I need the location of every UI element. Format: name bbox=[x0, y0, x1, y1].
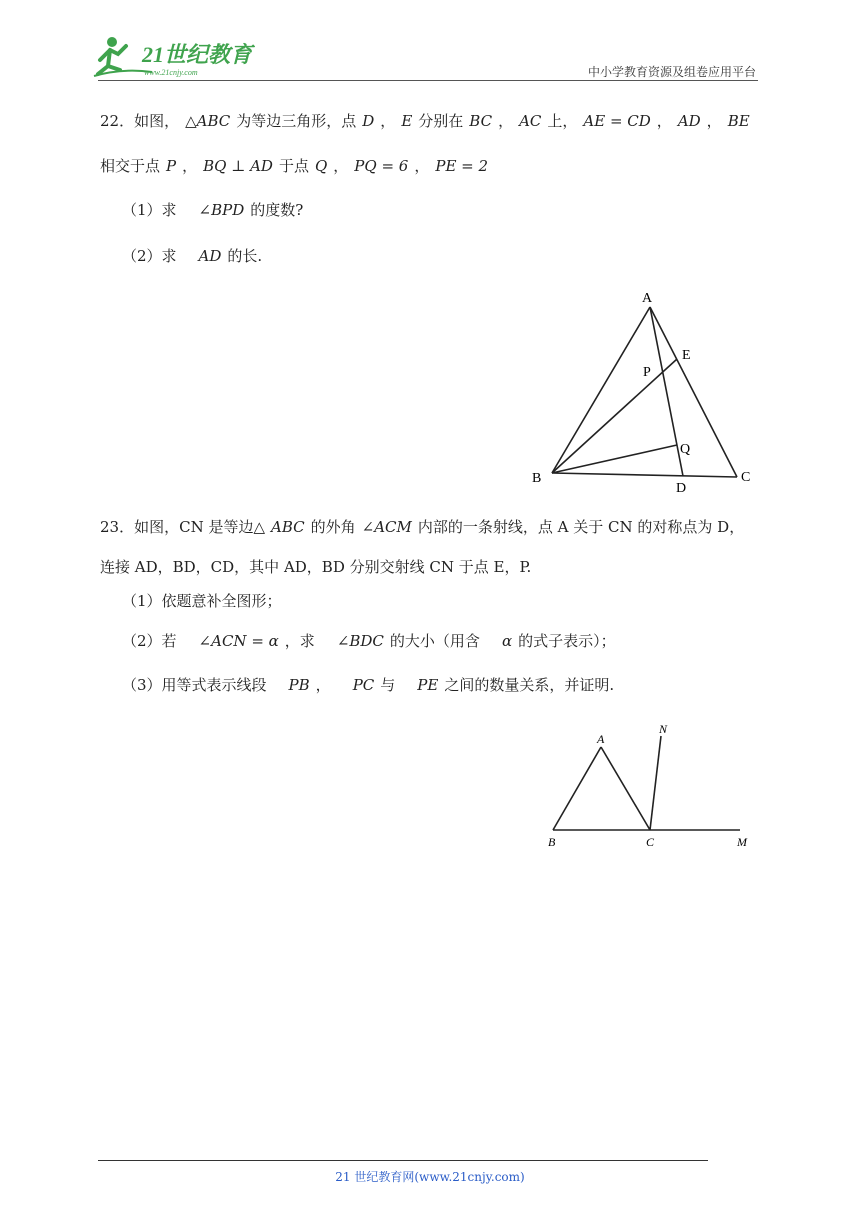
q22-sub-2: （2）求 AD 的长. bbox=[122, 247, 263, 265]
q23-sub-3: （3）用等式表示线段 PB ， PC 与 PE 之间的数量关系，并证明. bbox=[122, 676, 615, 694]
ray-cn bbox=[650, 736, 661, 830]
segment-be bbox=[552, 359, 677, 473]
q23-sub-2: （2）若 ∠ACN = α ，求 ∠BDC 的大小（用含 α 的式子表示）； bbox=[122, 632, 616, 650]
label-b: B bbox=[532, 471, 542, 486]
q22-sub-1: （1）求 ∠BPD 的度数? bbox=[122, 201, 304, 219]
segment-bq bbox=[552, 445, 677, 473]
side-ac bbox=[601, 747, 650, 830]
label-e: E bbox=[682, 348, 691, 363]
logo-text: 21世纪教育 bbox=[142, 42, 253, 67]
label-m: M bbox=[737, 835, 747, 849]
side-ac bbox=[650, 307, 737, 477]
label-a: A bbox=[642, 291, 653, 306]
q23-sub-1: （1）依题意补全图形； bbox=[122, 592, 282, 610]
side-bc bbox=[552, 473, 737, 477]
side-ab bbox=[553, 747, 601, 830]
side-ab bbox=[552, 307, 650, 473]
figure-22 bbox=[525, 285, 765, 495]
label-c: C bbox=[646, 835, 655, 849]
figure-23 bbox=[540, 718, 760, 853]
q23-line-1: 23．如图，CN 是等边△ ABC 的外角 ∠ACM 内部的一条射线，点 A 关于 CN 的对称点为 D， bbox=[100, 518, 745, 536]
site-logo bbox=[92, 32, 267, 82]
label-q: Q bbox=[680, 442, 691, 457]
q22-line-2: 相交于点 P ， BQ ⊥ AD 于点 Q ， PQ = 6 ， PE = 2 bbox=[100, 157, 489, 175]
label-n: N bbox=[659, 722, 668, 736]
label-c: C bbox=[741, 470, 751, 485]
q22-line-1: 22．如图， △ABC 为等边三角形，点 D ， E 分别在 BC ， AC 上， AE = CD ， AD ， BE bbox=[100, 112, 750, 130]
logo-url: www.21cnjy.com bbox=[144, 68, 198, 77]
footer-divider bbox=[98, 1160, 708, 1161]
platform-name: 中小学教育资源及组卷应用平台 bbox=[587, 65, 756, 79]
header-divider bbox=[98, 80, 758, 81]
label-p: P bbox=[643, 365, 651, 380]
footer-link[interactable]: 21 世纪教育网(www.21cnjy.com) bbox=[335, 1170, 525, 1184]
label-d: D bbox=[676, 481, 687, 495]
label-b: B bbox=[548, 835, 556, 849]
label-a: A bbox=[597, 732, 605, 746]
q23-line-2: 连接 AD，BD，CD，其中 AD，BD 分别交射线 CN 于点 E，P. bbox=[100, 558, 532, 576]
